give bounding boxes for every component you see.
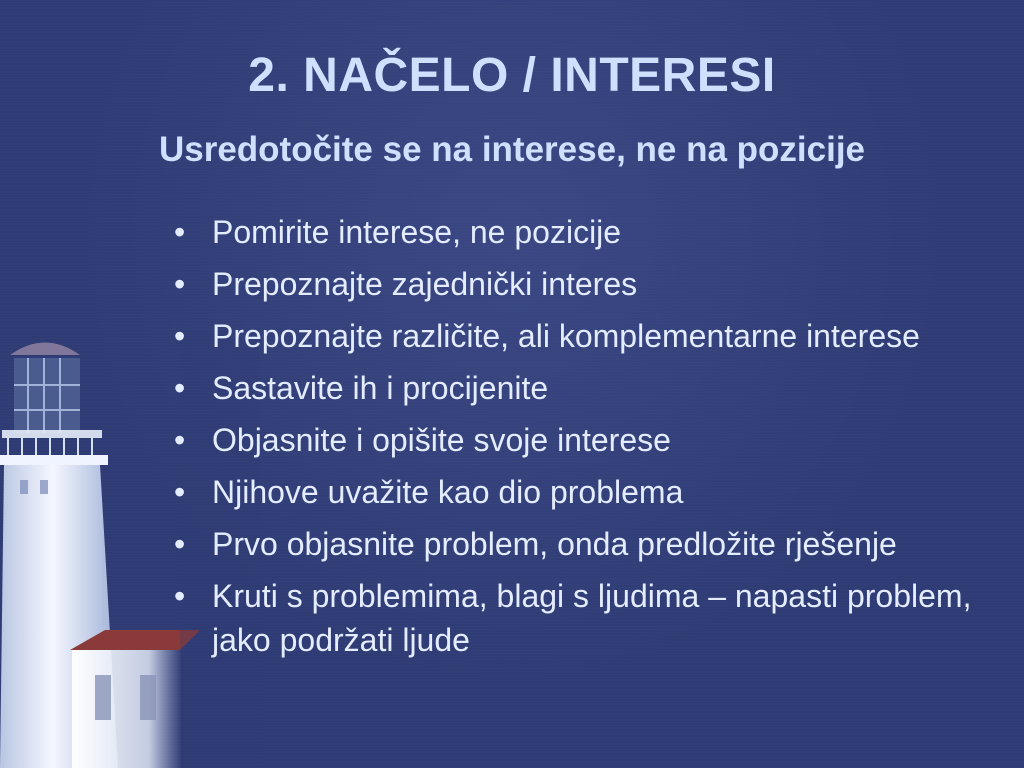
bullet-text: Prepoznajte različite, ali komplementarne interese — [212, 318, 920, 354]
bullet-text: Pomirite interese, ne pozicije — [212, 214, 622, 250]
bullet-text: Kruti s problemima, blagi s ljudima – napasti problem, jako podržati ljude — [212, 578, 972, 658]
bullet-item — [170, 574, 1000, 662]
bullet-list — [170, 210, 1000, 670]
bullet-item — [170, 522, 1000, 566]
bullet-dot: • — [174, 474, 186, 510]
bullet-dot: • — [174, 214, 186, 250]
bullet-item — [170, 366, 1000, 410]
bullet-dot: • — [174, 422, 186, 458]
bullet-item — [170, 418, 1000, 462]
bullet-text: Prepoznajte zajednički interes — [212, 266, 638, 302]
bullet-item — [170, 470, 1000, 514]
bullet-text: Njihove uvažite kao dio problema — [212, 474, 684, 510]
bullet-item — [170, 210, 1000, 254]
bullet-item — [170, 314, 1000, 358]
bullet-dot: • — [174, 318, 186, 354]
bullet-text: Sastavite ih i procijenite — [212, 370, 549, 406]
bullet-item — [170, 262, 1000, 306]
slide-title: 2. NAČELO / INTERESI — [248, 49, 776, 102]
bullet-dot: • — [174, 578, 186, 614]
bullet-dot: • — [174, 370, 186, 406]
slide-subtitle: Usredotočite se na interese, ne na pozicije — [158, 130, 866, 169]
bullet-dot: • — [174, 266, 186, 302]
bullet-text: Objasnite i opišite svoje interese — [212, 422, 671, 458]
bullet-dot: • — [174, 526, 186, 562]
bullet-text: Prvo objasnite problem, onda predložite rješenje — [212, 526, 897, 562]
